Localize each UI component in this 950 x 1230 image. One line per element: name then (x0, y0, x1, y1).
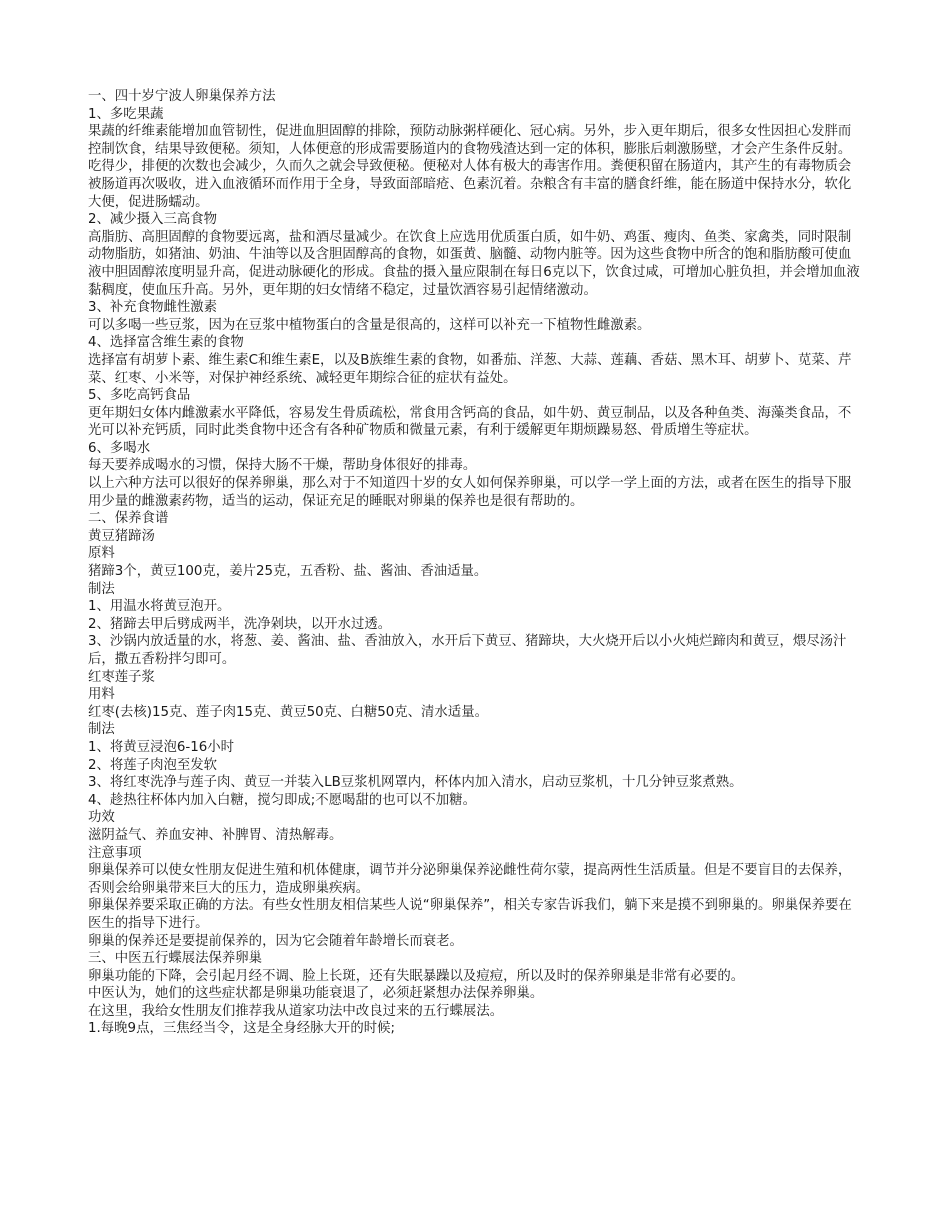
paragraph: 1.每晚9点，三焦经当令，这是全身经脉大开的时候; (88, 1021, 396, 1037)
paragraph: 更年期妇女体内雌激素水平降低，容易发生骨质疏松，常食用含钙高的食品，如牛奶、黄豆制品，以及各种鱼类、海藻类食品，不光可以补充钙质，同时此类食物中还含有各种矿物质和微量元素，有利于缓解更年期烦躁易怒、骨质增生等症状。 (88, 405, 852, 439)
paragraph: 中医认为，她们的这些症状都是卵巢功能衰退了，必须赶紧想办法保养卵巢。 (88, 986, 544, 1002)
subheading: 6、多喝水 (88, 440, 151, 456)
paragraph: 卵巢功能的下降，会引起月经不调、脸上长斑，还有失眠暴躁以及痘痘，所以及时的保养卵巢是非常有必要的。 (88, 968, 745, 984)
paragraph: 滋阴益气、养血安神、补脾胃、清热解毒。 (88, 827, 343, 843)
section-heading-1: 一、四十岁宁波人卵巢保养方法 (88, 89, 276, 104)
recipe-step: 2、猪蹄去甲后劈成两半，洗净剁块，以开水过透。 (88, 616, 392, 632)
recipe-label: 制法 (88, 581, 115, 597)
section-heading-3: 三、中医五行蝶展法保养卵巢 (88, 951, 263, 967)
paragraph: 可以多喝一些豆浆，因为在豆浆中植物蛋白的含量是很高的，这样可以补充一下植物性雌激素。 (88, 317, 651, 333)
recipe-step: 1、用温水将黄豆泡开。 (88, 599, 231, 615)
paragraph: 卵巢保养可以使女性朋友促进生殖和机体健康，调节并分泌卵巢保养泌雌性荷尔蒙，提高两性生活质量。但是不要盲目的去保养，否则会给卵巢带来巨大的压力，造成卵巢疾病。 (88, 863, 852, 896)
subheading: 3、补充食物雌性激素 (88, 300, 218, 316)
recipe-step: 2、将莲子肉泡至发软 (88, 757, 218, 773)
paragraph: 选择富有胡萝卜素、维生素C和维生素E，以及B族维生素的食物，如番茄、洋葱、大蒜、莲藕、香菇、黑木耳、胡萝卜、苋菜、芹菜、红枣、小米等，对保护神经系统、减轻更年期综合征的症状有益处。 (88, 352, 852, 386)
recipe-label: 注意事项 (88, 845, 142, 861)
paragraph: 红枣(去核)15克、莲子肉15克、黄豆50克、白糖50克、清水适量。 (88, 704, 488, 720)
paragraph: 卵巢保养要采取正确的方法。有些女性朋友相信某些人说“卵巢保养”，相关专家告诉我们，躺下来是摸不到卵巢的。卵巢保养要在医生的指导下进行。 (88, 898, 852, 931)
recipe-title: 红枣莲子浆 (88, 669, 155, 685)
paragraph: 卵巢的保养还是要提前保养的，因为它会随着年龄增长而衰老。 (88, 933, 463, 949)
subheading: 1、多吃果蔬 (88, 106, 164, 122)
recipe-step: 4、趁热往杯体内加入白糖，搅匀即成;不愿喝甜的也可以不加糖。 (88, 792, 476, 808)
paragraph: 以上六种方法可以很好的保养卵巢，那么对于不知道四十岁的女人如何保养卵巢，可以学一学上面的方法，或者在医生的指导下服用少量的雌激素药物，适当的运动，保证充足的睡眠对卵巢的保养也是很有帮助的。 (88, 476, 852, 509)
recipe-label: 功效 (88, 810, 115, 826)
paragraph: 高脂肪、高胆固醇的食物要远离，盐和酒尽量减少。在饮食上应选用优质蛋白质，如牛奶、鸡蛋、瘦肉、鱼类、家禽类，同时限制动物脂肪，如猪油、奶油、牛油等以及含胆固醇高的食物，如蛋黄、脑髓、动物内脏等。因为这些食物中所含的饱和脂肪酸可使血液中胆固醇浓度明显升高，促进动脉硬化的形成。食盐的摄入量应限制在每日6克以下，饮食过咸，可增加心脏负担，并会增加血液黏稠度，使血压升高。另外，更年期的妇女情绪不稳定，过量饮酒容易引起情绪激动。 (88, 229, 860, 298)
recipe-label: 制法 (88, 722, 115, 738)
paragraph: 每天要养成喝水的习惯，保持大肠不干燥，帮助身体很好的排毒。 (88, 458, 477, 474)
subheading: 2、减少摄入三高食物 (88, 212, 218, 228)
subheading: 4、选择富含维生素的食物 (88, 335, 244, 351)
paragraph: 猪蹄3个，黄豆100克，姜片25克，五香粉、盐、酱油、香油适量。 (88, 564, 488, 580)
recipe-step: 1、将黄豆浸泡6-16小时 (88, 739, 235, 755)
document-body (88, 88, 863, 1038)
recipe-step: 3、将红枣洗净与莲子肉、黄豆一并装入LB豆浆机网罩内，杯体内加入清水，启动豆浆机，十几分钟豆浆煮熟。 (88, 775, 743, 791)
subheading: 5、多吃高钙食品 (88, 388, 191, 404)
recipe-label: 原料 (88, 546, 115, 562)
paragraph: 在这里，我给女性朋友们推荐我从道家功法中改良过来的五行蝶展法。 (88, 1003, 504, 1019)
recipe-step: 3、沙锅内放适量的水，将葱、姜、酱油、盐、香油放入，水开后下黄豆、猪蹄块，大火烧开后以小火炖烂蹄肉和黄豆，煨尽汤汁后，撒五香粉拌匀即可。 (88, 634, 847, 667)
recipe-label: 用料 (88, 687, 115, 703)
paragraph: 果蔬的纤维素能增加血管韧性，促进血胆固醇的排除，预防动脉粥样硬化、冠心病。另外，步入更年期后，很多女性因担心发胖而控制饮食，结果导致便秘。须知，人体便意的形成需要肠道内的食物残渣达到一定的体积，膨胀后刺激肠壁，才会产生条件反射。吃得少，排便的次数也会减少，久而久之就会导致便秘。便秘对人体有极大的毒害作用。粪便积留在肠道内，其产生的有毒物质会被肠道再次吸收，进入血液循环而作用于全身，导致面部暗疮、色素沉着。杂粮含有丰富的膳食纤维，能在肠道中保持水分，软化大便，促进肠蠕动。 (88, 124, 852, 210)
recipe-title: 黄豆猪蹄汤 (88, 528, 155, 544)
section-heading-2: 二、保养食谱 (88, 511, 169, 527)
